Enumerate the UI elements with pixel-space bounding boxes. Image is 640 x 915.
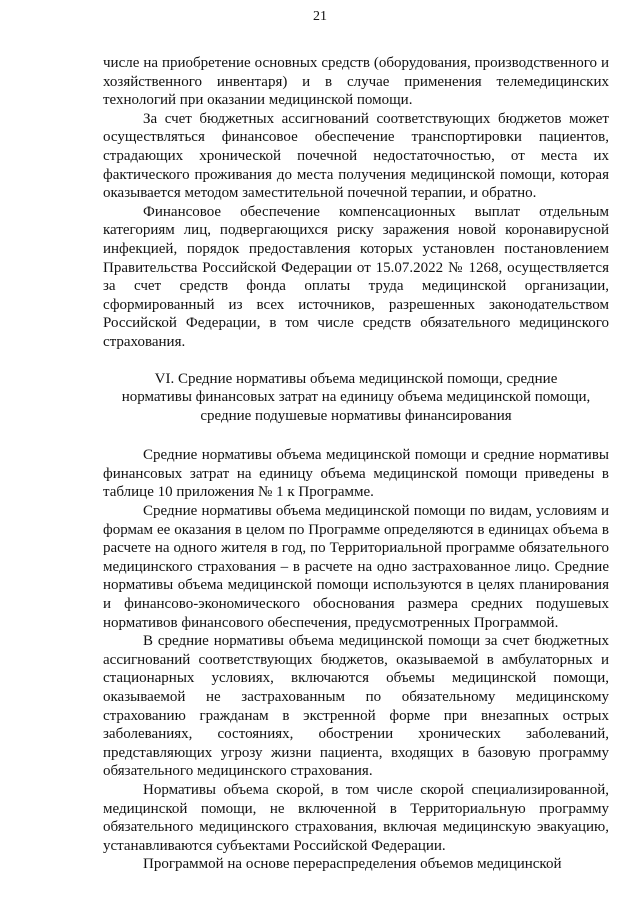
section-heading-line-2: нормативы финансовых затрат на единицу объема медицинской помощи, (121, 389, 591, 406)
page-number: 21 (313, 9, 327, 24)
paragraph-redistribution: Программой на основе перераспределения объемов медицинской (143, 856, 562, 873)
paragraph-transport-funding: За счет бюджетных ассигнований соответствующих бюджетов может осуществляться финансовое обеспечение транспортировки пациентов, страдающих хронической почечной недостаточностью, от места их фактического проживания до места получения медицинской помощи, которая оказывается методом заместительной почечной терапии, и обратно. (103, 110, 609, 202)
section-heading (103, 370, 609, 426)
paragraph-budget-allocations: В средние нормативы объема медицинской помощи за счет бюджетных ассигнований соответствующих бюджетов, оказываемой в амбулаторных и стационарных условиях, включаются объемы медицинской помощи, оказываемой не застрахованным по обязательному медицинскому страхованию гражданам в экстренной форме при внезапных острых заболеваниях, состояниях, обострении хронических заболеваний, представляющих угрозу жизни пациента, входящих в базовую программу обязательного медицинского страхования. (103, 633, 609, 780)
paragraph-emergency-care-norms: Нормативы объема скорой, в том числе скорой специализированной, медицинской помощи, не включенной в Территориальную программу обязательного медицинского страхования, включая медицинскую эвакуацию, устанавливаются субъектами Российской Федерации. (103, 781, 609, 854)
section-heading-line-3: средние подушевые нормативы финансирования (200, 407, 512, 424)
paragraph-compensation-payments: Финансовое обеспечение компенсационных выплат отдельным категориям лиц, подвергающихся риску заражения новой коронавирусной инфекцией, порядок предоставления которых установлен постановлением Правительства Российской Федерации от 15.07.2022 № 1268, осуществляется за счет средств фонда оплаты труда медицинской организации, сформированный из всех источников, разрешенных законодательством Российской Федерации, в том числе средств обязательного медицинского страхования. (103, 203, 609, 350)
paragraph-average-norms: Средние нормативы объема медицинской помощи и средние нормативы финансовых затрат на единицу объема медицинской помощи приведены в таблице 10 приложения № 1 к Программе. (103, 447, 609, 501)
paragraph-volume-norms-by-type: Средние нормативы объема медицинской помощи по видам, условиям и формам ее оказания в целом по Программе определяются в единицах объема в расчете на одного жителя в год, по Территориальной программе обязательного медицинского страхования – в расчете на одно застрахованное лицо. Средние нормативы объема медицинской помощи используются в целях планирования и финансово-экономического обоснования размера средних подушевых нормативов финансового обеспечения, предусмотренных Программой. (103, 503, 609, 631)
paragraph-continued: числе на приобретение основных средств (оборудования, производственного и хозяйственного инвентаря) и в случае применения телемедицинских технологий при оказании медицинской помощи. (103, 55, 609, 109)
document-body (103, 54, 609, 874)
section-heading-line-1: VI. Средние нормативы объема медицинской помощи, средние (154, 370, 558, 387)
